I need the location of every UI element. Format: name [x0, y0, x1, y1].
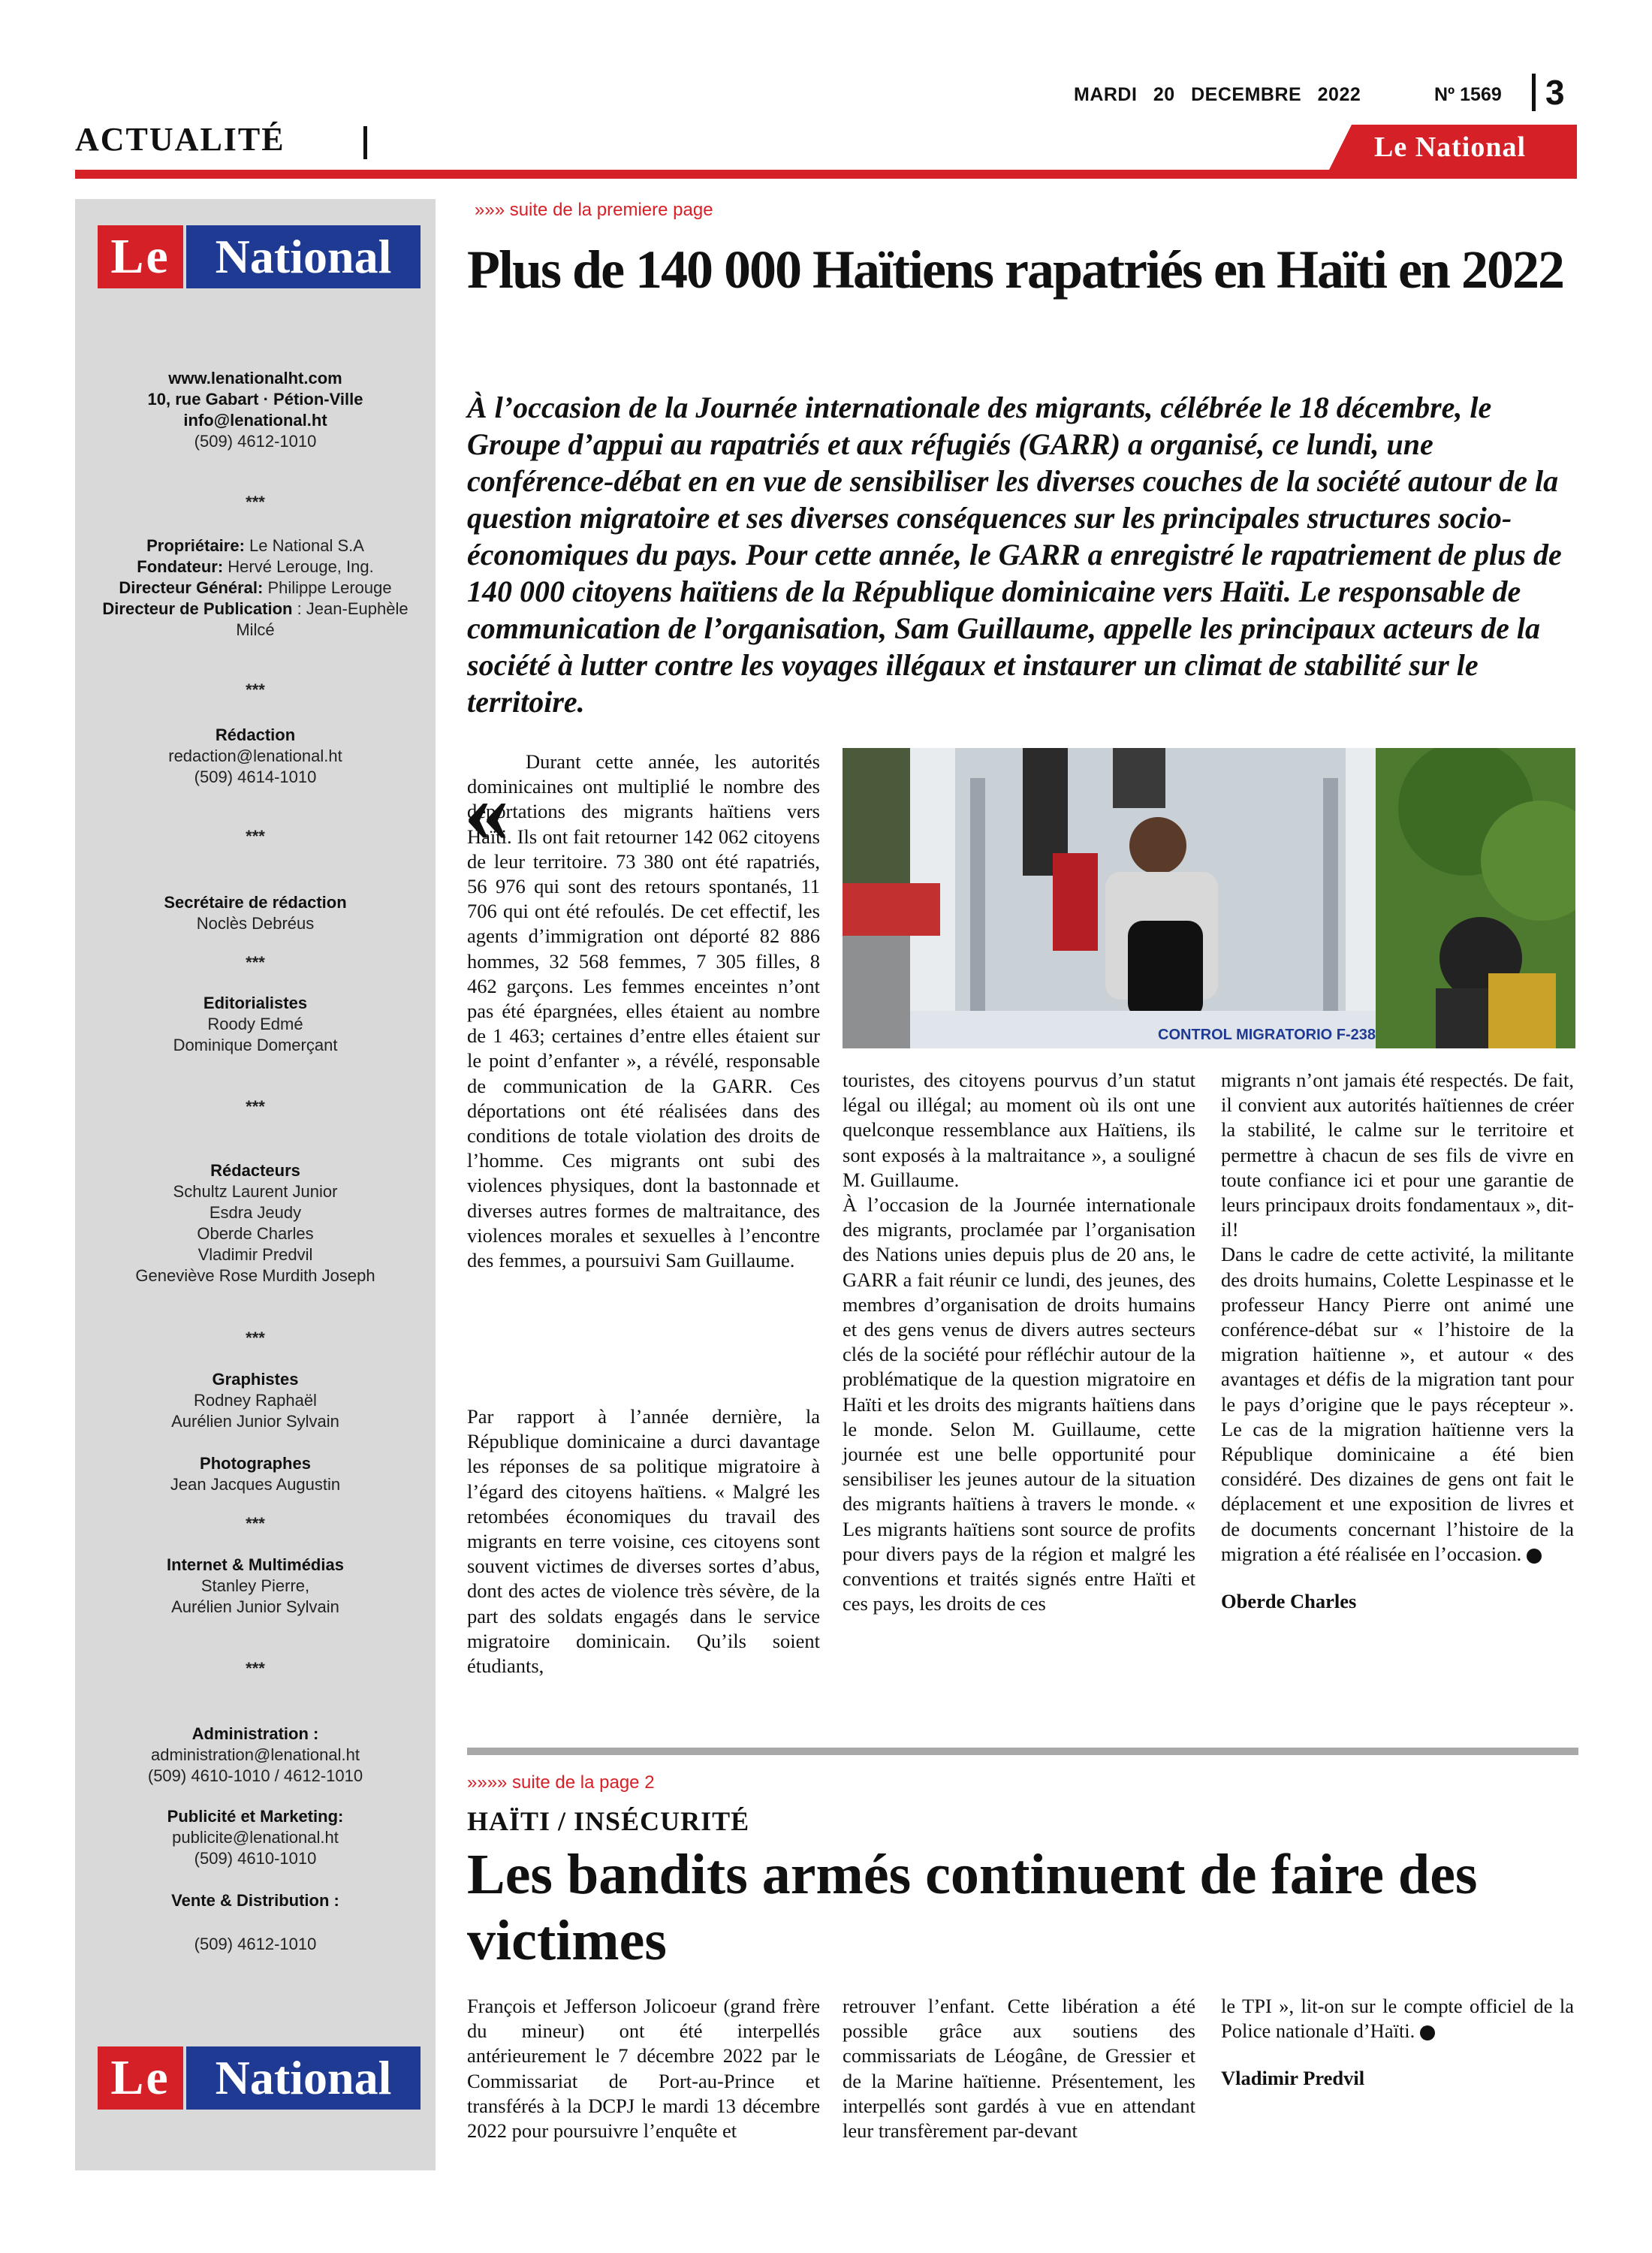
section-title: ACTUALITÉ	[75, 121, 285, 158]
article-section: HAÏTI / INSÉCURITÉ	[467, 1806, 750, 1836]
internet-member: Stanley Pierre,	[200, 1576, 310, 1595]
article-separator	[467, 1748, 1578, 1755]
editorialistes-block	[75, 993, 436, 1056]
vente-phone: (509) 4612-1010	[194, 1935, 317, 1953]
paragraph: le TPI », lit-on sur le compte officiel de la Police nationale d’Haïti.	[1221, 1995, 1574, 2043]
article1-column-2	[843, 1068, 1195, 1616]
photographes-label: Photographes	[200, 1454, 311, 1473]
redacteurs-label: Rédacteurs	[210, 1161, 300, 1180]
admin-email[interactable]: administration@lenational.ht	[151, 1745, 360, 1764]
secretaire-label: Secrétaire de rédaction	[164, 893, 347, 912]
address: 10, rue Gabart · Pétion-Ville	[147, 390, 363, 409]
article1-column-1-continued	[467, 1404, 820, 1678]
redacteur: Schultz Laurent Junior	[173, 1182, 338, 1201]
founder-label: Fondateur:	[137, 557, 224, 576]
internet-block	[75, 1555, 436, 1618]
separator: ***	[246, 1659, 265, 1678]
editorialiste: Roody Edmé	[207, 1015, 303, 1033]
paragraph: François et Jefferson Jolicoeur (grand frère du mineur) ont été interpellés antérieurement le 7 décembre 2022 par le Commissariat de Port-au-Prince et transférés à la DCPJ le mardi 13 décembre 2022 pour poursuivre l’enquête et	[467, 1995, 820, 2143]
separator: ***	[246, 953, 265, 972]
graphistes-block	[75, 1369, 436, 1432]
article-headline: Les bandits armés continuent de faire des victimes	[467, 1843, 1478, 1972]
internet-member: Aurélien Junior Sylvain	[171, 1597, 339, 1616]
dp-label: Directeur de Publication	[102, 599, 293, 618]
header-divider	[1532, 74, 1536, 111]
redacteurs-block	[75, 1160, 436, 1286]
article1-column-3	[1221, 1068, 1574, 1614]
redaction-email[interactable]: redaction@lenational.ht	[168, 746, 342, 765]
administration-block	[75, 1724, 436, 1787]
redacteur: Vladimir Predvil	[197, 1245, 313, 1264]
separator: ***	[246, 680, 265, 699]
redacteur: Geneviève Rose Murdith Joseph	[135, 1266, 375, 1285]
separator: ***	[246, 1329, 265, 1347]
header-rule	[75, 170, 1577, 179]
article-headline: Plus de 140 000 Haïtiens rapatriés en Haïti en 2022	[467, 240, 1563, 300]
le-national-logo	[98, 225, 421, 288]
quote-mark: «	[464, 761, 509, 861]
founder: Hervé Lerouge, Ing.	[223, 557, 374, 576]
photographes-block	[75, 1453, 436, 1495]
byline: Oberde Charles	[1221, 1590, 1357, 1613]
paragraph: touristes, des citoyens pourvus d’un statut légal ou illégal; au moment où ils ont une quelconque ressemblance aux Haïtiens, ils sont exposés à la maltraitance », a souligné M. Guillaume.	[843, 1069, 1195, 1191]
paragraph: migrants n’ont jamais été respectés. De fait, il convient aux autorités haïtiennes de créer la stabilité, le calme sur le territoire et permettre à chacun de ses fils de vivre en toute confiance ici et pour une garantie de leurs principaux droits fondamentaux », dit-il!	[1221, 1069, 1574, 1241]
admin-label: Administration :	[191, 1724, 319, 1743]
secretaire: Noclès Debréus	[196, 914, 315, 933]
redaction-block	[75, 725, 436, 788]
dg-label: Directeur Général:	[119, 578, 264, 597]
end-of-article-icon	[1527, 1549, 1542, 1564]
admin-phone: (509) 4610-1010 / 4612-1010	[147, 1766, 363, 1785]
logo-le: Le	[98, 2046, 183, 2110]
owner-label: Propriétaire:	[146, 536, 245, 555]
continued-from-kicker: »»» suite de la premiere page	[475, 200, 713, 220]
logo-national: National	[186, 225, 421, 288]
le-national-logo	[98, 2046, 421, 2110]
email-link[interactable]: info@lenational.ht	[183, 411, 327, 430]
deportation-truck-photo	[843, 748, 1575, 1048]
byline: Vladimir Predvil	[1221, 2067, 1365, 2090]
truck-label: CONTROL MIGRATORIO F-238	[1158, 1027, 1376, 1043]
end-of-article-icon	[1420, 2025, 1435, 2040]
article1-column-1	[467, 749, 820, 1273]
editorialiste: Dominique Domerçant	[173, 1036, 338, 1054]
logo-national: National	[186, 2046, 421, 2110]
graphiste: Aurélien Junior Sylvain	[171, 1412, 339, 1431]
editorialistes-label: Editorialistes	[203, 994, 308, 1012]
dp: : Jean-Euphèle	[292, 599, 408, 618]
publicite-block	[75, 1806, 436, 1869]
article2-column-3	[1221, 1994, 1574, 2092]
redaction-phone: (509) 4614-1010	[194, 768, 317, 786]
website-link[interactable]: www.lenationalht.com	[168, 369, 342, 388]
photographe: Jean Jacques Augustin	[170, 1475, 341, 1494]
vente-block	[75, 1890, 436, 1911]
pub-phone: (509) 4610-1010	[194, 1849, 317, 1868]
dg: Philippe Lerouge	[263, 578, 392, 597]
page-number: 3	[1545, 73, 1565, 112]
redacteur: Esdra Jeudy	[209, 1203, 302, 1222]
separator: ***	[246, 493, 265, 511]
separator: ***	[246, 1097, 265, 1116]
separator: ***	[246, 1514, 265, 1533]
continued-from-kicker: »»»» suite de la page 2	[467, 1772, 655, 1793]
graphiste: Rodney Raphaël	[194, 1391, 317, 1410]
owner: Le National S.A	[244, 536, 364, 555]
paragraph: À l’occasion de la Journée internationale des migrants, proclamée par l’organisation des Nations unies depuis plus de 20 ans, le GARR a fait réunir ce lundi, des jeunes, des membres d’organisation de droits humains et des gens venus de divers autres secteurs clés de la société pour réfléchir autour de la problématique de la question migratoire en Haïti et les droits des migrants haïtiens dans le monde. Selon M. Guillaume, cette journée est une belle opportunité pour sensibiliser les jeunes autour de la situation des migrants haïtiens à travers le monde. « Les migrants haïtiens sont source de profits pour divers pays de la région et malgré les conventions et traités signés entre Haïti et ces pays, les droits de ces	[843, 1193, 1195, 1615]
dp-continued: Milcé	[236, 620, 275, 639]
brand-tab-label: Le National	[1374, 131, 1527, 163]
paragraph: retrouver l’enfant. Cette libération a été possible grâce aux soutiens des commissariats de Léogâne, de Gressier et de la Marine haïtienne. Présentement, les interpellés sont gardés à vue en attendant leur transfèrement par-devant	[843, 1995, 1195, 2143]
contact-block	[75, 368, 436, 452]
redaction-label: Rédaction	[215, 725, 296, 744]
pub-label: Publicité et Marketing:	[167, 1807, 344, 1826]
issue-date: MARDI 20 DECEMBRE 2022	[1074, 84, 1361, 105]
article-lead: À l’occasion de la Journée internationale des migrants, célébrée le 18 décembre, le Groupe d’appui au rapatriés et aux réfugiés (GARR) a organisé, ce lundi, une conférence-débat en en vue de sensibiliser les diverses couches de la société autour de la question migratoire et ses diverses conséquences sur les principales structures socio-économiques du pays. Pour cette année, le GARR a enregistré le rapatriement de plus de 140 000 citoyens haïtiens de la République dominicaine vers Haïti. Le responsable de communication de l’organisation, Sam Guillaume, appelle les principaux acteurs de la société à lutter contre les voyages illégaux et instaurer un climat de stabilité sur le territoire.	[467, 391, 1562, 719]
paragraph: Dans le cadre de cette activité, la militante des droits humains, Colette Lespinasse et le professeur Hancy Pierre ont animé une conférence-débat sur « l’histoire de la migration haïtienne », et autour « des avantages et défis de la migration tant pour le pays d’origine que le pays récepteur ». Le cas de la migration haïtienne vers la République dominicaine a été bien considéré. Des dizaines de gens ont fait le déplacement et une exposition de livres et de documents concernant l’histoire de la migration a été réalisée en l’occasion.	[1221, 1243, 1574, 1565]
article2-column-2	[843, 1994, 1195, 2143]
phone: (509) 4612-1010	[194, 432, 317, 451]
article2-column-1	[467, 1994, 820, 2143]
issue-number: Nº 1569	[1434, 84, 1502, 105]
separator: ***	[246, 827, 265, 846]
secretaire-block	[75, 892, 436, 934]
paragraph: Par rapport à l’année dernière, la République dominicaine a durci davantage les réponses de sa politique migratoire à l’égard des citoyens haïtiens. « Malgré les retombées économiques du travail des migrants en terre voisine, ces citoyens sont souvent victimes de diverses sortes d’abus, dont des actes de violence très sévère, de la part des soldats engagés dans le service migratoire dominicain. Qu’ils soient étudiants,	[467, 1405, 820, 1678]
paragraph: Durant cette année, les autorités dominicaines ont multiplié le nombre des déportations des migrants haïtiens vers Haïti. Ils ont fait retourner 142 062 citoyens de leur territoire. 73 380 ont été rapatriés, 56 976 qui sont des retours spontanés, 11 706 qui ont été refoulés. De cet effectif, les agents d’immigration ont déporté 82 886 hommes, 32 568 femmes, 7 305 filles, 8 462 garçons. Les femmes enceintes n’ont pas été épargnées, elles étaient au nombre de 1 463; certaines d’entre elles étaient sur le point d’enfanter », a révélé, responsable de communication de la GARR. Ces déportations ont été réalisées dans des conditions de totale violation des droits de l’homme. Ces migrants ont subi des violences physiques, dont la bastonnade et diverses autres formes de maltraitance, des violences morales et sexuelles à l’encontre des femmes, a poursuivi Sam Guillaume.	[467, 750, 820, 1272]
vente-label: Vente & Distribution :	[171, 1891, 339, 1910]
redacteur: Oberde Charles	[197, 1224, 314, 1243]
logo-le: Le	[98, 225, 183, 288]
ownership-block	[75, 535, 436, 641]
internet-label: Internet & Multimédias	[167, 1555, 344, 1574]
section-divider	[363, 126, 367, 159]
pub-email[interactable]: publicite@lenational.ht	[172, 1828, 339, 1847]
graphistes-label: Graphistes	[212, 1370, 299, 1389]
